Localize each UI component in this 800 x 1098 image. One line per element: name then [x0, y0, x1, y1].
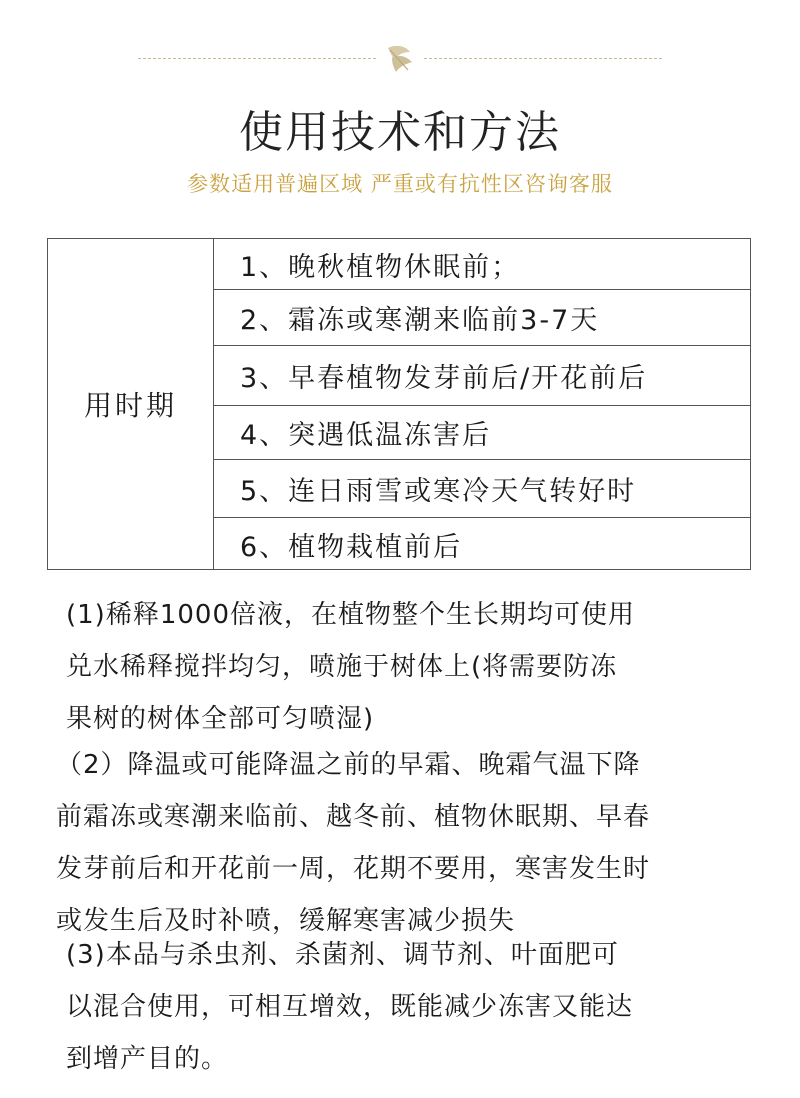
period-item: 6、植物栽植前后 — [214, 517, 750, 571]
ornament-divider-left — [138, 58, 376, 59]
period-item: 3、早春植物发芽前后/开花前后 — [214, 345, 750, 405]
text-line: (3)本品与杀虫剂、杀菌剂、调节剂、叶面肥可 — [66, 940, 619, 970]
text-line: 兑水稀释搅拌均匀，喷施于树体上(将需要防冻 — [66, 652, 618, 682]
text-line: 到增产目的。 — [66, 1044, 229, 1074]
period-label: 用时期 — [48, 239, 214, 569]
ornament-divider-right — [424, 58, 662, 59]
period-items — [214, 239, 750, 569]
text-line: 以混合使用，可相互增效，既能减少冻害又能达 — [66, 992, 634, 1022]
page-subtitle: 参数适用普遍区域 严重或有抗性区咨询客服 — [187, 172, 613, 196]
period-item: 5、连日雨雪或寒冷天气转好时 — [214, 459, 750, 517]
period-item: 1、晚秋植物休眠前； — [240, 251, 521, 283]
text-line: 前霜冻或寒潮来临前、越冬前、植物休眠期、早春 — [56, 802, 651, 832]
text-line: （2）降温或可能降温之前的早霜、晚霜气温下降 — [56, 750, 641, 780]
text-line: (1)稀释1000倍液，在植物整个生长期均可使用 — [66, 600, 635, 630]
header-ornament — [138, 38, 662, 78]
period-item: 2、霜冻或寒潮来临前3-7天 — [214, 289, 750, 345]
text-line: 或发生后及时补喷，缓解寒害减少损失 — [56, 906, 516, 936]
period-item: 4、突遇低温冻害后 — [214, 405, 750, 459]
text-line: 果树的树体全部可匀喷湿) — [66, 704, 375, 734]
leaf-ornament-icon — [380, 40, 420, 76]
usage-period-table — [47, 238, 751, 570]
page-title: 使用技术和方法 — [239, 107, 561, 158]
text-line: 发芽前后和开花前一周，花期不要用，寒害发生时 — [56, 854, 651, 884]
